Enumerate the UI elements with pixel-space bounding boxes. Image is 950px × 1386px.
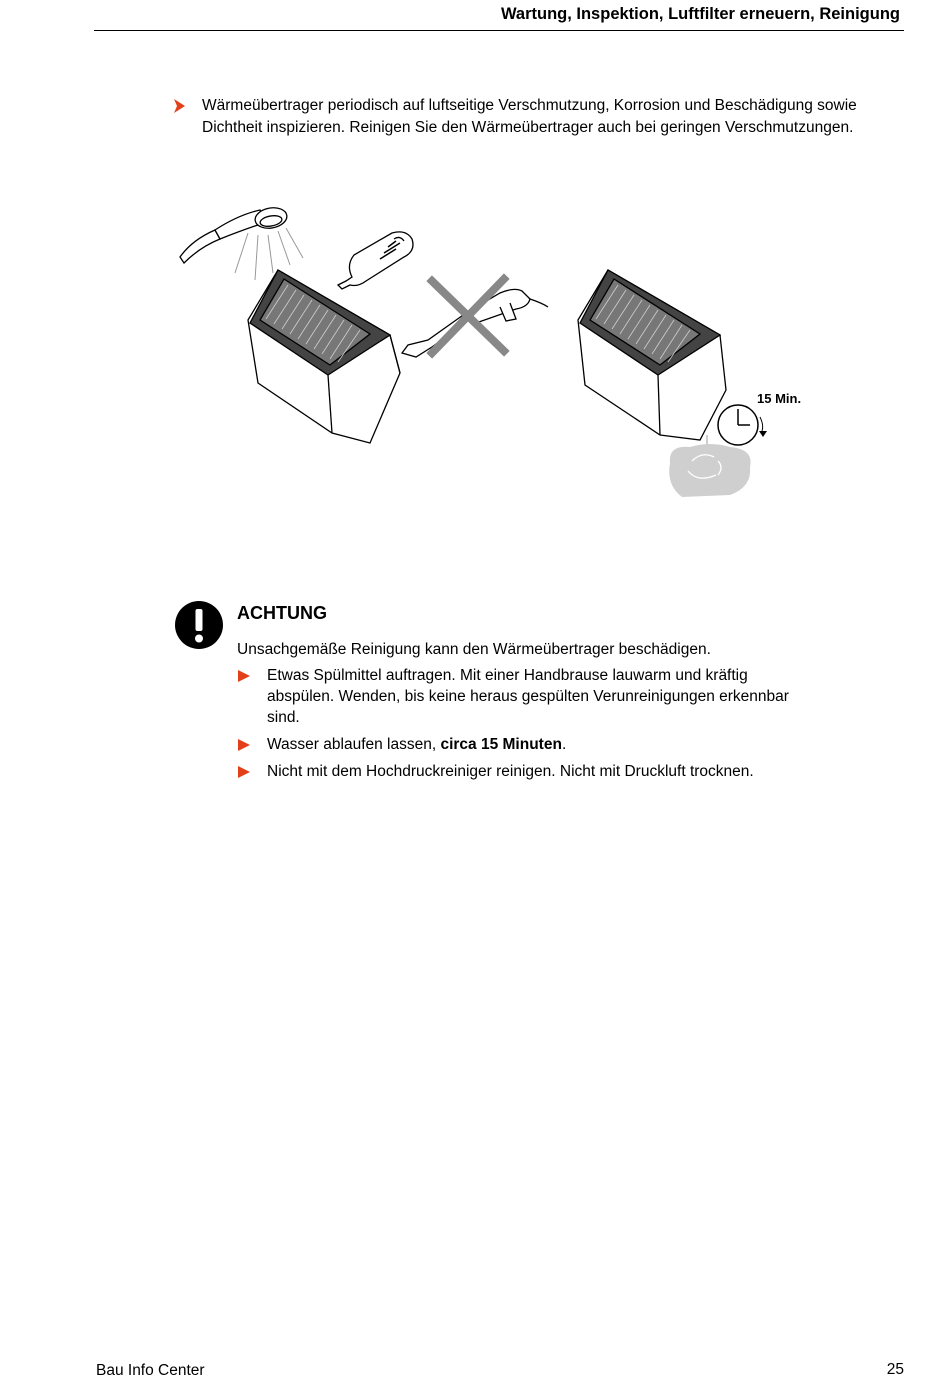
clock-icon [718,405,767,445]
heat-exchanger-left [248,270,400,443]
footer-publisher: Bau Info Center [96,1362,205,1379]
triangle-bullet-icon [237,765,251,779]
warning-item-bold: circa 15 Minuten [440,736,562,753]
water-spray [235,228,303,280]
triangle-bullet-icon [237,738,251,752]
heat-exchanger-right [578,270,726,440]
warning-intro: Unsachgemäße Reinigung kann den Wärmeübertrager beschädigen. [237,641,711,658]
warning-title: ACHTUNG [237,603,327,623]
arrow-bullet-icon [172,98,186,114]
warning-item [237,761,797,782]
intro-text: Wärmeübertrager periodisch auf luftseitige Verschmutzung, Korrosion und Beschädigung sowie Dichtheit inspizieren. Reinigen Sie den Wärmeübertrager auch bei geringen Verschmutzungen. [202,97,857,136]
warning-item-text-end: . [561,736,567,753]
warning-list [237,665,797,788]
warning-item-text: Etwas Spülmittel auftragen. Mit einer Handbrause lauwarm und kräftig abspülen. Wenden, bis keine heraus gespülten Verunreinigungen erkennbar sind. [267,667,789,726]
warning-item-text: Wasser ablaufen lassen, [267,736,441,753]
page-header-title: Wartung, Inspektion, Luftfilter erneuern, Reinigung [500,5,900,23]
header-rule [94,30,904,31]
cleaning-illustration [170,195,820,515]
page-number: 25 [886,1361,904,1378]
triangle-bullet-icon [237,669,251,683]
detergent-bottle-icon [338,232,413,289]
warning-item-text: Nicht mit dem Hochdruckreiniger reinigen. Nicht mit Druckluft trocknen. [267,763,754,780]
time-label: 15 Min. [757,391,802,406]
warning-item [237,734,797,755]
hand-shower-icon [180,205,288,263]
warning-icon [174,600,224,650]
warning-item [237,665,797,728]
